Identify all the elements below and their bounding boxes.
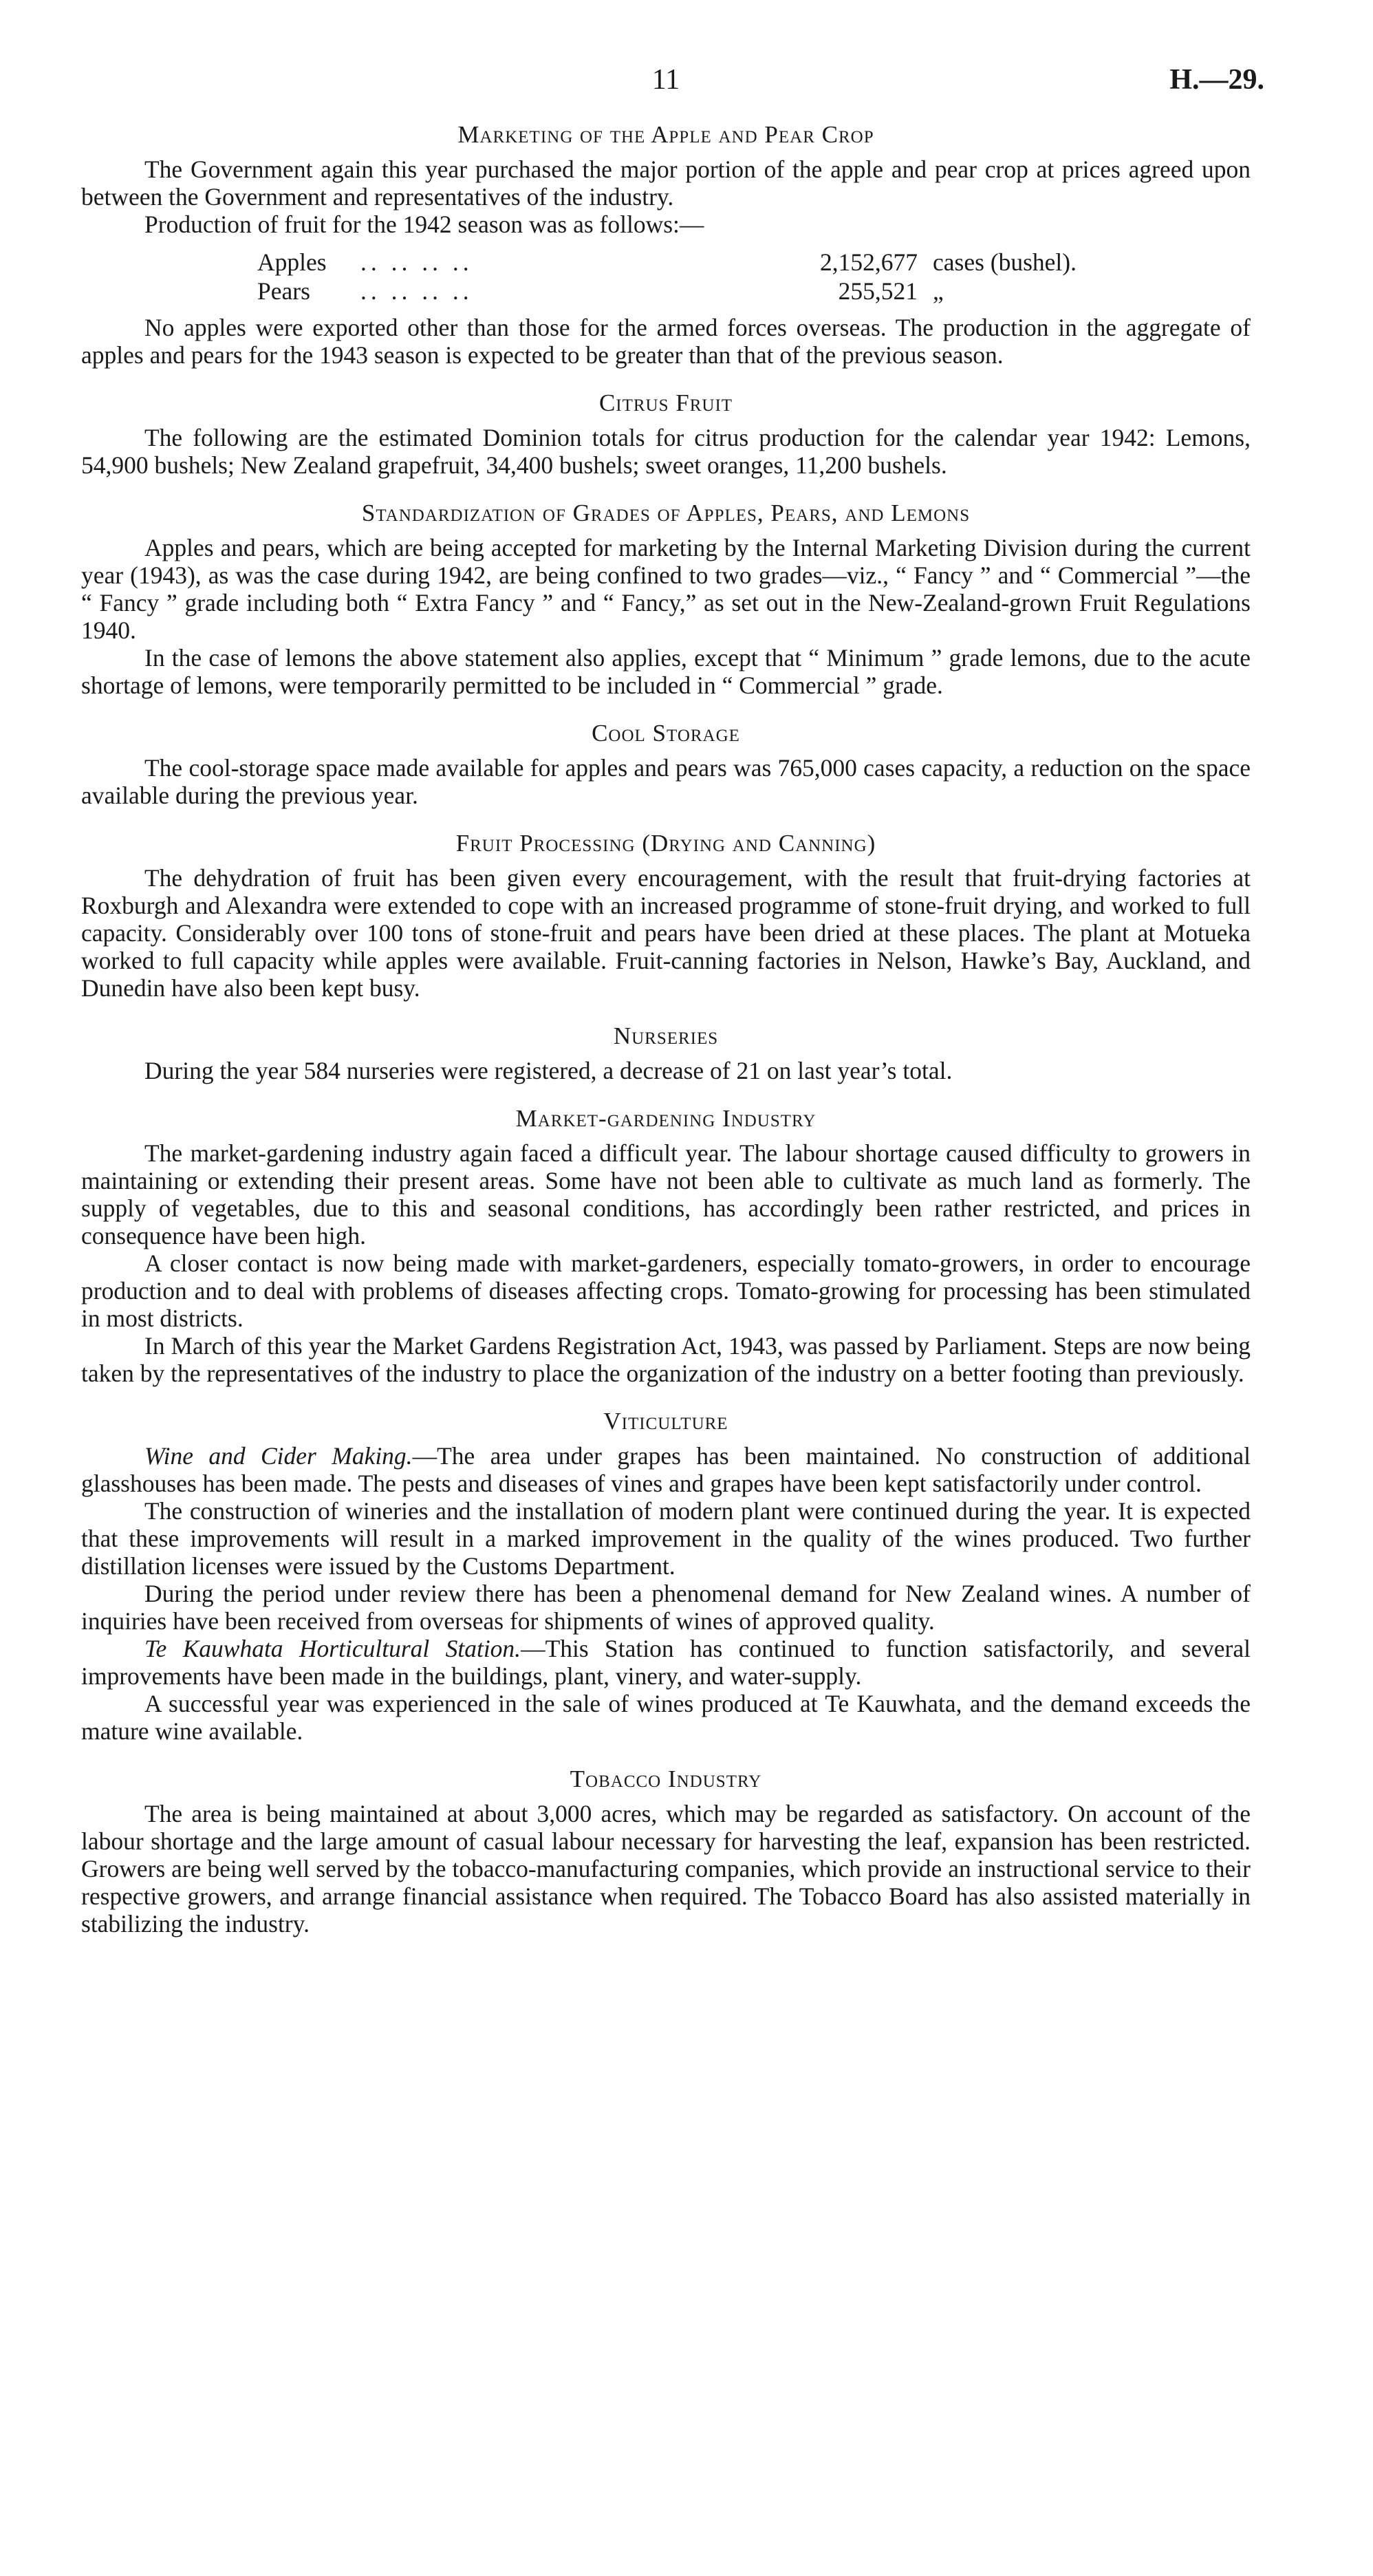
paragraph: The Government again this year purchased the major portion of the apple and pear crop at prices agreed upon between the Government and representatives of the industry. [81, 155, 1251, 211]
crop-name: Pears [257, 277, 310, 305]
paragraph: The dehydration of fruit has been given every encouragement, with the result that fruit-drying factories at Roxburgh and Alexandra were extended to cope with an increased programme of stone-fruit drying, and worked to full capacity. Considerably over 100 tons of stone-fruit and pears have been dried at these places. The plant at Motueka worked to full capacity while apples were available. Fruit-canning factories in Nelson, Hawke’s Bay, Auckland, and Dunedin have also been kept busy. [81, 864, 1251, 1002]
crop-value: 2,152,677 [820, 248, 918, 276]
section-fruit-processing [81, 830, 1251, 1002]
subheading-italic: Te Kauwhata Horticultural Station. [144, 1635, 521, 1662]
section-heading: Standardization of Grades of Apples, Pears, and Lemons [361, 500, 971, 526]
page-header [81, 63, 1264, 111]
page-number: 11 [651, 64, 680, 96]
paragraph-text: —The area under grapes has been maintained. No construction of additional glasshouses has been made. The pests and diseases of vines and grapes have been kept satisfactorily under control. [81, 1442, 1251, 1497]
production-row-pears [257, 277, 1251, 305]
section-heading: Nurseries [613, 1022, 719, 1049]
paragraph: During the period under review there has been a phenomenal demand for New Zealand wines. A number of inquiries have been received from overseas for shipments of wines of approved quality. [81, 1580, 1251, 1635]
document-page [81, 63, 1264, 1938]
crop-value: 255,521 [838, 277, 918, 305]
section-heading: Tobacco Industry [570, 1765, 762, 1792]
section-citrus-fruit [81, 389, 1251, 479]
paragraph [81, 1442, 1251, 1497]
section-apple-pear-marketing [81, 121, 1251, 369]
section-heading: Cool Storage [592, 720, 740, 747]
paragraph: The market-gardening industry again faced a difficult year. The labour shortage caused difficulty to growers in maintaining or extending their present areas. Some have not been able to cultivate as much land as formerly. The supply of vegetables, due to this and seasonal conditions, has accordingly been rather restricted, and prices in consequence have been high. [81, 1139, 1251, 1249]
crop-name: Apples [257, 248, 327, 276]
section-market-gardening [81, 1105, 1251, 1387]
paragraph: No apples were exported other than those for the armed forces overseas. The production in the aggregate of apples and pears for the 1943 season is expected to be greater than that of the previous season. [81, 314, 1251, 369]
paragraph: The construction of wineries and the installation of modern plant were continued during the year. It is expected that these improvements will result in a marked improvement in the quality of the wines produced. Two further distillation licenses were issued by the Customs Department. [81, 1497, 1251, 1580]
section-cool-storage [81, 720, 1251, 809]
section-heading: Fruit Processing (Drying and Canning) [455, 830, 876, 857]
section-tobacco [81, 1765, 1251, 1938]
paragraph: Production of fruit for the 1942 season was as follows:— [144, 211, 704, 238]
leader-dots: .. .. .. .. [360, 248, 473, 276]
subheading-italic: Wine and Cider Making. [144, 1442, 413, 1470]
paragraph: Apples and pears, which are being accepted for marketing by the Internal Marketing Division during the current year (1943), as was the case during 1942, are being confined to two grades—viz., “ Fancy ” and “ Commercial ”—the “ Fancy ” grade including both “ Extra Fancy ” and “ Fancy,” as set out in the New-Zealand-grown Fruit Regulations 1940. [81, 534, 1251, 644]
paragraph: During the year 584 nurseries were registered, a decrease of 21 on last year’s total. [144, 1057, 953, 1084]
paragraph: A closer contact is now being made with market-gardeners, especially tomato-growers, in order to encourage production and to deal with problems of diseases affecting crops. Tomato-growing for processing has been stimulated in most districts. [81, 1249, 1251, 1332]
section-heading: Citrus Fruit [598, 389, 733, 416]
section-heading: Market-gardening Industry [515, 1105, 817, 1132]
paragraph: In the case of lemons the above statement also applies, except that “ Minimum ” grade lemons, due to the acute shortage of lemons, were temporarily permitted to be included in “ Commercial ” grade. [81, 644, 1251, 699]
paragraph [81, 1635, 1251, 1690]
section-heading: Viticulture [603, 1408, 728, 1435]
leader-dots: .. .. .. .. [360, 277, 473, 305]
production-row-apples [257, 248, 1251, 277]
paragraph: In March of this year the Market Gardens Registration Act, 1943, was passed by Parliament. Steps are now being taken by the representatives of the industry to place the organization of the industry on a better footing than previously. [81, 1332, 1251, 1387]
paragraph-text: —This Station has continued to function satisfactorily, and several improvements have been made in the buildings, plant, vinery, and water-supply. [81, 1635, 1251, 1690]
section-nurseries [81, 1022, 1251, 1084]
section-heading: Marketing of the Apple and Pear Crop [457, 121, 874, 148]
production-table [257, 248, 1251, 305]
section-viticulture [81, 1408, 1251, 1745]
paragraph: The area is being maintained at about 3,000 acres, which may be regarded as satisfactory. On account of the labour shortage and the large amount of casual labour necessary for harvesting the leaf, expansion has been restricted. Growers are being well served by the tobacco-manufacturing companies, which provide an instructional service to their respective growers, and arrange financial assistance when required. The Tobacco Board has also assisted materially in stabilizing the industry. [81, 1800, 1251, 1938]
paragraph: A successful year was experienced in the sale of wines produced at Te Kauwhata, and the demand exceeds the mature wine available. [81, 1690, 1251, 1745]
paragraph: The cool-storage space made available for apples and pears was 765,000 cases capacity, a reduction on the space available during the previous year. [81, 754, 1251, 809]
crop-unit: cases (bushel). [933, 248, 1077, 276]
section-standardization [81, 500, 1251, 699]
paragraph: The following are the estimated Dominion totals for citrus production for the calendar year 1942: Lemons, 54,900 bushels; New Zealand grapefruit, 34,400 bushels; sweet oranges, 11,200 bushels. [81, 424, 1251, 479]
crop-unit: „ [933, 277, 944, 305]
document-reference: H.—29. [1169, 64, 1264, 96]
